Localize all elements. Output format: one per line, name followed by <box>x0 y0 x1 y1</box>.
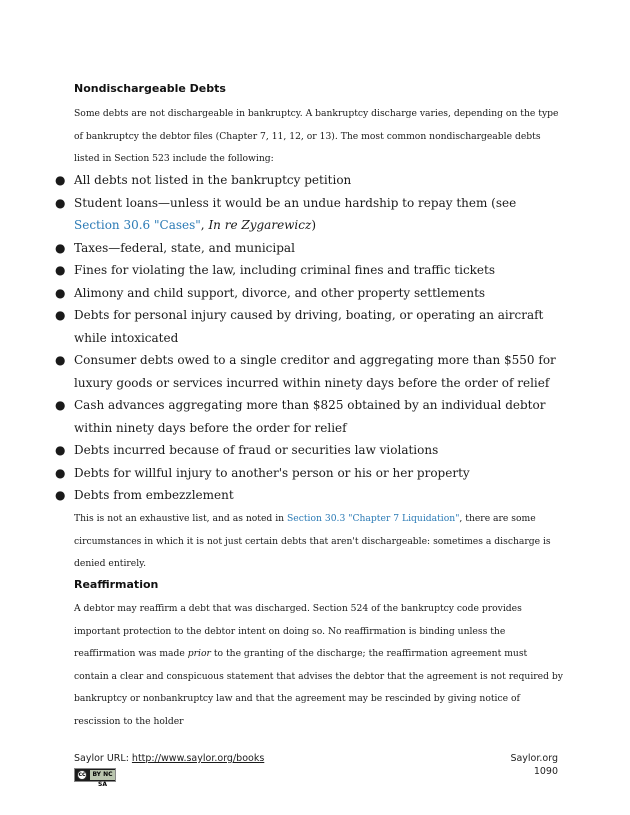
list-item: ● Debts for personal injury caused by driving, boating, or operating an aircraft while intoxicated <box>50 304 560 349</box>
list-item: ● Debts from embezzlement <box>50 484 560 507</box>
emphasis-prior: prior <box>187 648 211 659</box>
bullet-icon: ● <box>55 308 66 322</box>
bullet-icon: ● <box>55 173 66 187</box>
list-item: ● All debts not listed in the bankruptcy petition <box>50 169 560 192</box>
license-terms-icon: BY NC SA <box>90 770 115 780</box>
saylor-books-link[interactable]: http://www.saylor.org/books <box>131 753 265 764</box>
list-item: ● Debts for willful injury to another's person or his or her property <box>50 462 560 485</box>
bullet-icon: ● <box>55 398 66 412</box>
list-item: ● Student loans—unless it would be an undue hardship to repay them (see Section 30.6 "Cases", In re Zygarewicz) <box>50 192 560 237</box>
case-name: In re Zygarewicz <box>208 218 312 232</box>
bullet-icon: ● <box>55 240 66 255</box>
section-heading-reaffirmation: Reaffirmation <box>74 578 159 591</box>
cc-icon: cc <box>78 771 86 778</box>
page-number: 1090 <box>533 766 558 777</box>
closing-paragraph: This is not an exhaustive list, and as noted in Section 30.3 "Chapter 7 Liquidation", there are some circumstances in which it is not just certain debts that aren't dischargeable: sometimes a discharge is denied entirely. <box>74 513 551 569</box>
nondischargeable-debts-list <box>50 169 560 507</box>
list-item: ● Fines for violating the law, including criminal fines and traffic tickets <box>50 259 560 282</box>
section-heading-nondischargeable: Nondischargeable Debts <box>74 82 226 95</box>
list-item: ● Debts incurred because of fraud or securities law violations <box>50 439 560 462</box>
bullet-icon: ● <box>55 353 66 367</box>
footer-site: Saylor.org <box>510 753 558 764</box>
creative-commons-license-icon <box>74 768 116 788</box>
section-30-3-link[interactable]: Section 30.3 "Chapter 7 Liquidation" <box>286 513 460 524</box>
bullet-icon: ● <box>55 263 66 277</box>
list-item: ● Cash advances aggregating more than $825 obtained by an individual debtor within ninety days before the order for relief <box>50 394 560 439</box>
intro-paragraph: Some debts are not dischargeable in bankruptcy. A bankruptcy discharge varies, depending on the type of bankruptcy the debtor files (Chapter 7, 11, 12, or 13). The most common nondischargeable debts listed in Section 523 include the following: <box>74 108 559 164</box>
bullet-icon: ● <box>55 488 66 502</box>
bullet-icon: ● <box>55 443 66 457</box>
footer-url-line: Saylor URL: http://www.saylor.org/books <box>74 753 265 764</box>
bullet-icon: ● <box>55 465 66 480</box>
list-item: ● Alimony and child support, divorce, and other property settlements <box>50 282 560 305</box>
list-item: ● Consumer debts owed to a single creditor and aggregating more than $550 for luxury goods or services incurred within ninety days before the order of relief <box>50 349 560 394</box>
reaffirmation-paragraph: A debtor may reaffirm a debt that was discharged. Section 524 of the bankruptcy code provides important protection to the debtor intent on doing so. No reaffirmation is binding unless the reaffirmation was made prior to the granting of the discharge; the reaffirmation agreement must contain a clear and conspicuous statement that advises the debtor that the agreement is not required by bankruptcy or nonbankruptcy law and that the agreement may be rescinded by giving notice of rescission to the holder <box>74 603 563 727</box>
list-item: ● Taxes—federal, state, and municipal <box>50 237 560 260</box>
section-30-6-link[interactable]: Section 30.6 "Cases" <box>74 218 201 232</box>
bullet-icon: ● <box>55 195 66 210</box>
bullet-icon: ● <box>55 285 66 300</box>
